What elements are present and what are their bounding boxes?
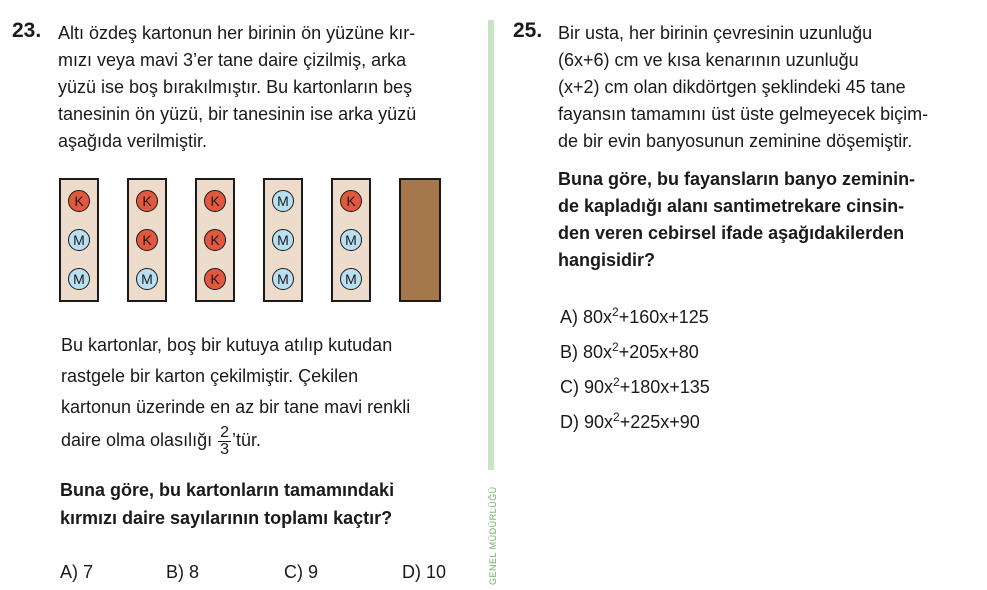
text-line: de bir evin banyosunun zeminine döşemiştir. — [558, 131, 913, 151]
blue-circle: M — [340, 229, 362, 251]
option-text: B) 80x — [560, 342, 613, 362]
option-b[interactable] — [560, 340, 699, 363]
red-circle: K — [68, 190, 90, 212]
blue-circle: M — [68, 268, 90, 290]
option-d[interactable] — [560, 410, 700, 433]
option-a[interactable] — [560, 305, 709, 328]
option-text: A) 80x — [560, 307, 613, 327]
card-4 — [263, 178, 303, 302]
card-1 — [59, 178, 99, 302]
blue-circle: M — [68, 229, 90, 251]
text-line: tanesinin ön yüzü, bir tanesinin ise arka yüzü — [58, 104, 417, 124]
text-line: kırmızı daire sayılarının toplamı kaçtır? — [60, 508, 393, 528]
text-line: Buna göre, bu kartonların tamamındaki — [60, 480, 395, 500]
text-line: rastgele bir karton çekilmiştir. Çekilen — [61, 366, 359, 386]
card-5 — [331, 178, 371, 302]
prob-suffix: ’tür. — [232, 430, 262, 450]
option-a[interactable]: A) 7 — [60, 562, 94, 582]
fraction — [218, 425, 231, 458]
blue-circle: M — [136, 268, 158, 290]
text-line: Buna göre, bu fayansların banyo zeminin- — [558, 169, 916, 189]
fraction-numerator: 2 — [220, 423, 229, 441]
option-text: +205x+80 — [618, 342, 699, 362]
text-line: hangisidir? — [558, 250, 656, 270]
option-c[interactable]: C) 9 — [284, 562, 319, 582]
question-23-body — [61, 330, 410, 423]
text-line: Altı özdeş kartonun her birinin ön yüzüne kır- — [58, 23, 416, 43]
option-b[interactable]: B) 8 — [166, 562, 200, 582]
blue-circle: M — [340, 268, 362, 290]
blue-circle: M — [272, 229, 294, 251]
card-6-back — [399, 178, 441, 302]
option-c[interactable] — [560, 375, 710, 398]
question-23-number: 23. — [12, 19, 42, 42]
exponent: 2 — [612, 305, 619, 319]
red-circle: K — [136, 190, 158, 212]
option-text: +180x+135 — [619, 377, 710, 397]
red-circle: K — [204, 268, 226, 290]
blue-circle: M — [272, 190, 294, 212]
probability-line — [61, 420, 261, 460]
card-2 — [127, 178, 167, 302]
option-text: C) 90x — [560, 377, 614, 397]
exponent: 2 — [612, 340, 619, 354]
text-line: Bu kartonlar, boş bir kutuya atılıp kutudan — [61, 335, 393, 355]
column-divider — [488, 20, 494, 470]
question-25-number: 25. — [513, 19, 543, 42]
card-3 — [195, 178, 235, 302]
exponent: 2 — [613, 375, 620, 389]
red-circle: K — [340, 190, 362, 212]
prob-prefix: daire olma olasılığı — [61, 430, 213, 450]
blue-circle: M — [272, 268, 294, 290]
sidebar-vertical-text: GENEL MÜDÜRLÜĞÜ — [488, 486, 498, 585]
question-23-intro — [58, 20, 416, 155]
question-25-prompt — [558, 166, 915, 274]
red-circle: K — [204, 229, 226, 251]
text-line: mızı veya mavi 3’er tane daire çizilmiş, arka — [58, 50, 407, 70]
text-line: aşağıda verilmiştir. — [58, 131, 208, 151]
option-text: D) 90x — [560, 412, 614, 432]
red-circle: K — [204, 190, 226, 212]
question-25-intro — [558, 20, 928, 155]
option-text: +160x+125 — [618, 307, 709, 327]
option-text: +225x+90 — [619, 412, 700, 432]
text-line: de kapladığı alanı santimetrekare cinsin- — [558, 196, 905, 216]
question-23-prompt — [60, 476, 394, 532]
fraction-denominator: 3 — [220, 440, 229, 458]
exponent: 2 — [613, 410, 620, 424]
text-line: fayansın tamamını üst üste gelmeyecek biçim- — [558, 104, 929, 124]
red-circle: K — [136, 229, 158, 251]
text-line: den veren cebirsel ifade aşağıdakilerden — [558, 223, 905, 243]
option-d[interactable]: D) 10 — [402, 562, 447, 582]
text-line: (x+2) cm olan dikdörtgen şeklindeki 45 tane — [558, 77, 906, 97]
text-line: yüzü ise boş bırakılmıştır. Bu kartonların beş — [58, 77, 413, 97]
text-line: (6x+6) cm ve kısa kenarının uzunluğu — [558, 50, 859, 70]
text-line: Bir usta, her birinin çevresinin uzunluğu — [558, 23, 873, 43]
text-line: kartonun üzerinde en az bir tane mavi renkli — [61, 397, 411, 417]
